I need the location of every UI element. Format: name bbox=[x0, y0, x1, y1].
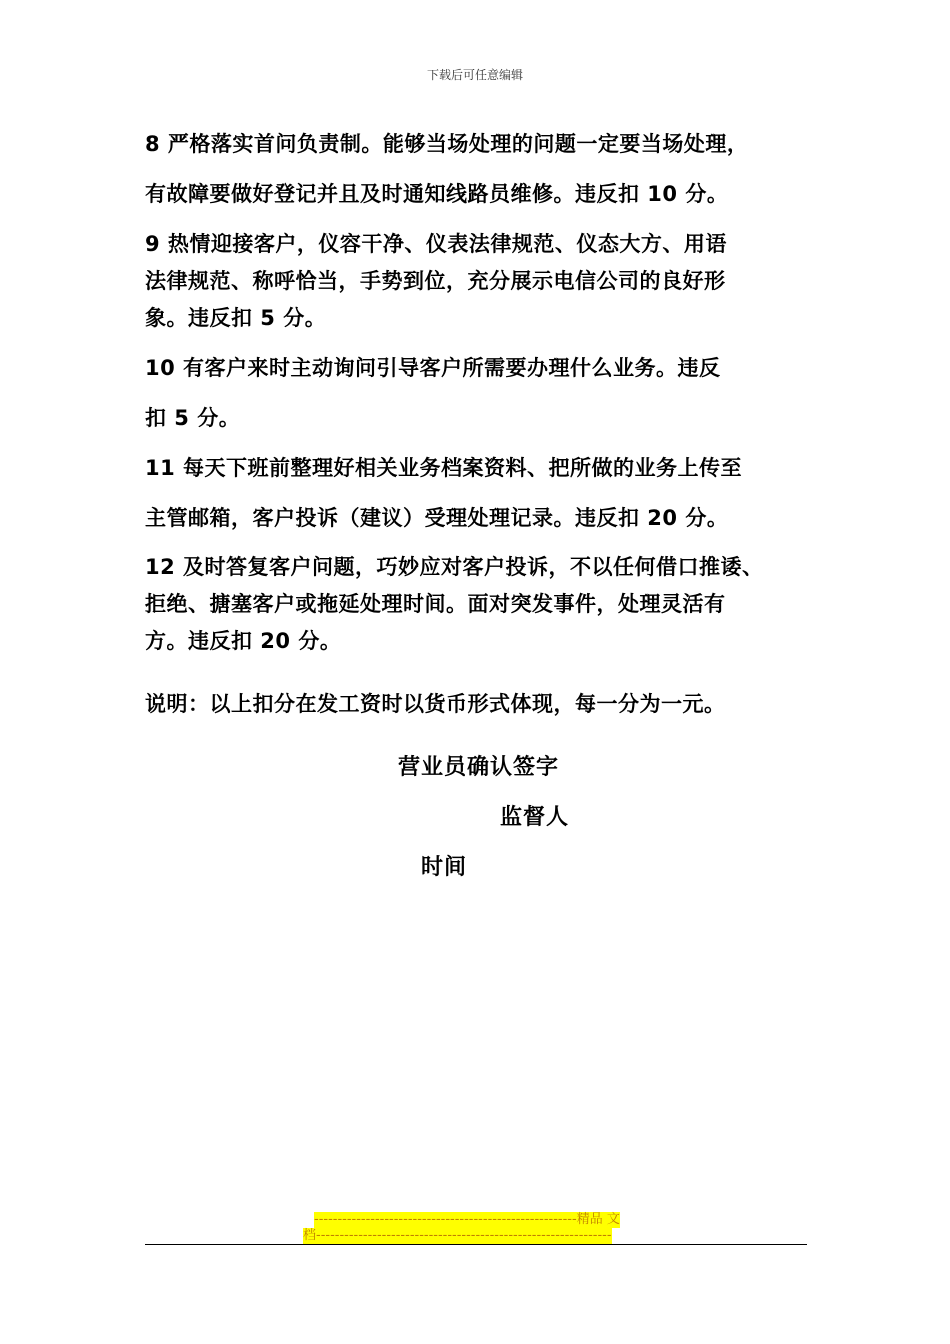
time-label: 时间 bbox=[421, 855, 468, 880]
page-header-note: 下载后可任意编辑 bbox=[426, 68, 523, 82]
item-9-line-1: 9 热情迎接客户，仪容干净、仪表法律规范、仪态大方、用语 bbox=[145, 232, 727, 256]
item-10-line-1: 10 有客户来时主动询问引导客户所需要办理什么业务。违反 bbox=[145, 356, 721, 380]
item-12-line-3: 方。违反扣 20 分。 bbox=[145, 629, 342, 653]
item-8-line-1: 8 严格落实首问负责制。能够当场处理的问题一定要当场处理， bbox=[145, 132, 749, 156]
supervisor-label: 监督人 bbox=[500, 805, 570, 830]
footer-watermark-line-1: --------------------------------------------------------精品 文 bbox=[314, 1212, 620, 1227]
item-11-line-2: 主管邮箱，客户投诉（建议）受理处理记录。违反扣 20 分。 bbox=[145, 506, 729, 530]
item-9-line-2: 法律规范、称呼恰当，手势到位，充分展示电信公司的良好形 bbox=[145, 269, 726, 293]
item-12-line-2: 拒绝、搪塞客户或拖延处理时间。面对突发事件，处理灵活有 bbox=[145, 592, 726, 616]
clerk-signature-label: 营业员确认签字 bbox=[398, 755, 560, 780]
item-10-line-2: 扣 5 分。 bbox=[145, 406, 241, 430]
footer-watermark-line-2: 档--------------------------------------------------------------- bbox=[303, 1228, 612, 1243]
item-12-line-1: 12 及时答复客户问题，巧妙应对客户投诉，不以任何借口推诿、 bbox=[145, 555, 764, 579]
item-9-line-3: 象。违反扣 5 分。 bbox=[145, 306, 327, 330]
item-11-line-1: 11 每天下班前整理好相关业务档案资料、把所做的业务上传至 bbox=[145, 456, 743, 480]
footer-divider bbox=[145, 1244, 807, 1245]
explanation-note: 说明：以上扣分在发工资时以货币形式体现，每一分为一元。 bbox=[145, 692, 726, 716]
item-8-line-2: 有故障要做好登记并且及时通知线路员维修。违反扣 10 分。 bbox=[145, 182, 729, 206]
